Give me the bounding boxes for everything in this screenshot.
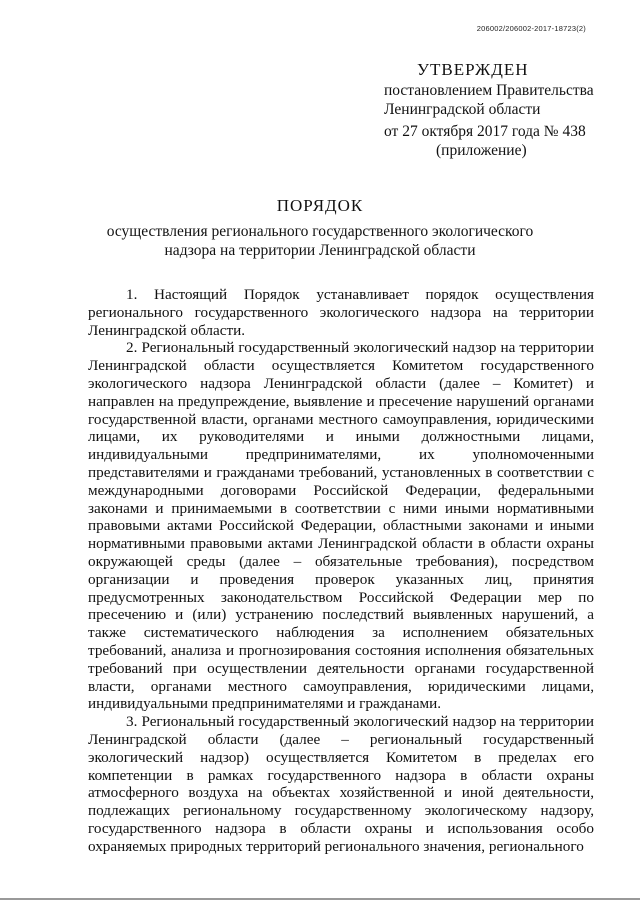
approval-date: от 27 октября 2017 года № 438 <box>384 123 586 140</box>
paragraph-3: 3. Региональный государственный экологический надзор на территории Ленинградской области (далее – региональный государственный экологический надзор) осуществляется Комитетом в пределах его компетенции в рамках государственного надзора в области охраны атмосферного воздуха на объектах хозяйственной и иной деятельности, подлежащих региональному государственному экологическому надзору, государственного надзора в области охраны и использования особо охраняемых природных территорий регионального значения, регионального <box>88 713 594 855</box>
approval-line-1: постановлением Правительства <box>384 82 594 99</box>
approval-line-2: Ленинградской области <box>384 101 541 118</box>
document-id: 206002/206002-2017-18723(2) <box>476 24 586 33</box>
approval-stamp <box>384 60 604 160</box>
page-bottom-edge <box>0 898 640 900</box>
document-title-block <box>0 196 640 260</box>
subtitle-line-1: осуществления регионального государственного экологического <box>106 223 534 240</box>
subtitle-line-2: надзора на территории Ленинградской области <box>164 242 476 259</box>
document-body <box>88 286 594 856</box>
document-subtitle <box>0 222 640 260</box>
document-title: ПОРЯДОК <box>276 196 364 215</box>
approval-appendix: (приложение) <box>436 142 527 159</box>
paragraph-1: 1. Настоящий Порядок устанавливает порядок осуществления регионального государственного экологического надзора на территории Ленинградской области. <box>88 286 594 339</box>
approved-heading: УТВЕРЖДЕН <box>417 60 529 79</box>
paragraph-2: 2. Региональный государственный экологический надзор на территории Ленинградской области осуществляется Комитетом государственного экологического надзора Ленинградской области (далее – Комитет) и направлен на предупреждение, выявление и пресечение нарушений органами государственной власти, органами местного самоуправления, юридическими лицами, их руководителями и иными должностными лицами, индивидуальными предпринимателями, их уполномоченными представителями и гражданами требований, установленных в соответствии с международными договорами Российской Федерации, федеральными законами и принимаемыми в соответствии с ними иными нормативными правовыми актами Российской Федерации, областными законами и иными нормативными правовыми актами Ленинградской области в области охраны окружающей среды (далее – обязательные требования), посредством организации и проведения проверок указанных лиц, принятия предусмотренных законодательством Российской Федерации мер по пресечению и (или) устранению последствий выявленных нарушений, а также систематического наблюдения за исполнением обязательных требований, анализа и прогнозирования состояния исполнения обязательных требований при осуществлении деятельности органами государственной власти, органами местного самоуправления, юридическими лицами, индивидуальными предпринимателями и гражданами. <box>88 339 594 713</box>
